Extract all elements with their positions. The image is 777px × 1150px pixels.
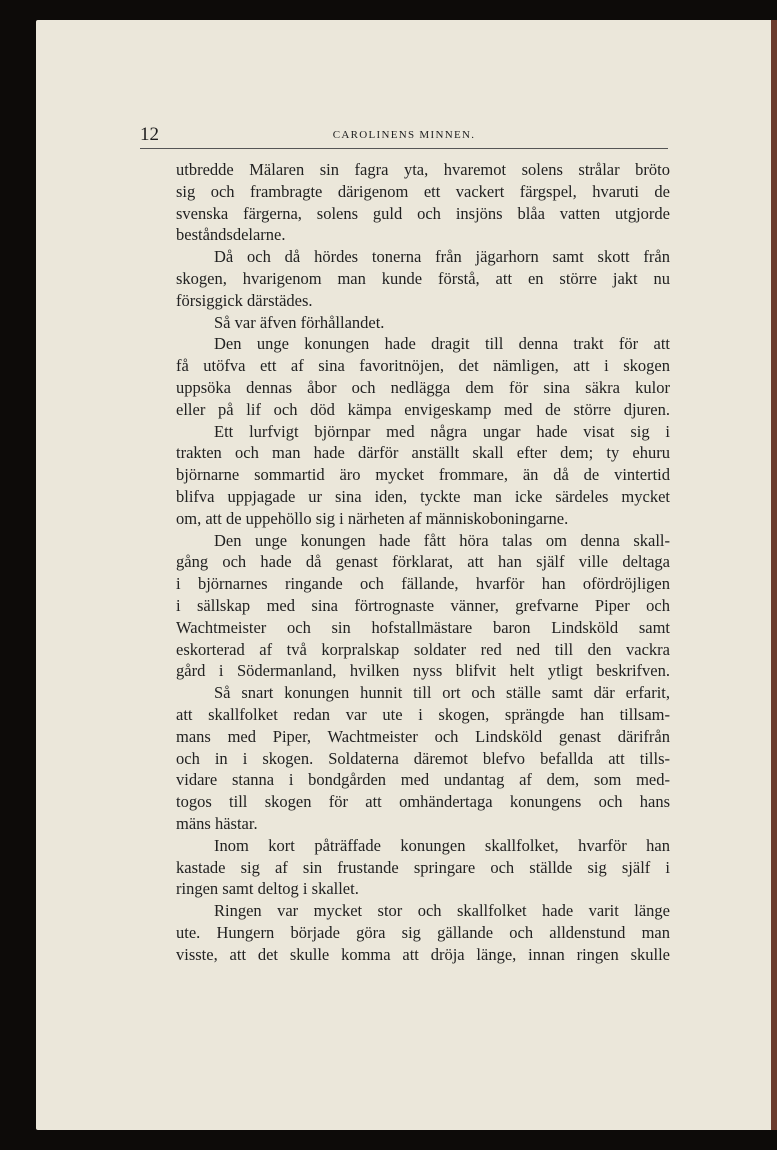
- page-header: [140, 122, 668, 149]
- text-line: vidare stanna i bondgården med undantag af dem, som med-: [176, 770, 670, 790]
- text-line: mäns hästar.: [176, 813, 258, 833]
- text-line: ringen samt deltog i skallet.: [176, 879, 359, 899]
- text-line: gård i Södermanland, hvilken nyss blifvit helt ytligt beskrifven.: [176, 661, 670, 681]
- text-line: Ett lurfvigt björnpar med några ungar hade visat sig i: [214, 421, 670, 441]
- text-line: blifva uppjagade ur sina iden, tyckte man icke särdeles mycket: [176, 486, 670, 506]
- page-number: 12: [140, 124, 159, 145]
- text-line: Wachtmeister och sin hofstallmästare baron Lindsköld samt: [176, 617, 670, 637]
- text-line: försiggick därstädes.: [176, 290, 313, 310]
- text-line: uppsöka dennas åbor och nedlägga dem för sina säkra kulor: [176, 377, 670, 397]
- text-line: kastade sig af sin frustande springare och ställde sig själf i: [176, 857, 670, 877]
- text-line: i sällskap med sina förtrognaste vänner, grefvarne Piper och: [176, 595, 670, 615]
- text-line: om, att de uppehöllo sig i närheten af människoboningarne.: [176, 508, 569, 528]
- text-line: eller på lif och död kämpa envigeskamp med de större djuren.: [176, 399, 670, 419]
- body-text: [176, 159, 670, 965]
- text-line: Så var äfven förhållandet.: [214, 312, 385, 332]
- text-line: Då och då hördes tonerna från jägarhorn samt skott från: [214, 247, 670, 267]
- text-line: Inom kort påträffade konungen skallfolket, hvarför han: [214, 835, 670, 855]
- text-line: utbredde Mälaren sin fagra yta, hvaremot solens strålar bröto: [176, 160, 670, 179]
- text-line: svenska färgerna, solens guld och insjöns blåa vatten utgjorde: [176, 203, 670, 223]
- text-line: sig och frambragte därigenom ett vackert färgspel, hvaruti de: [176, 181, 670, 201]
- book-cover-edge: [771, 20, 777, 1130]
- text-line: trakten och man hade därför anställt skall efter dem; ty ehuru: [176, 443, 670, 463]
- text-line: visste, att det skulle komma att dröja länge, innan ringen skulle: [176, 944, 670, 964]
- text-line: mans med Piper, Wachtmeister och Lindsköld genast därifrån: [176, 726, 670, 746]
- text-line: Så snart konungen hunnit till ort och ställe samt där erfarit,: [214, 683, 670, 703]
- text-line: eskorterad af två korpralskap soldater red ned till den vackra: [176, 639, 670, 659]
- text-line: Ringen var mycket stor och skallfolket hade varit länge: [214, 901, 670, 921]
- running-head: CAROLINENS MINNEN.: [332, 129, 476, 141]
- text-line: ute. Hungern började göra sig gällande och alldenstund man: [176, 922, 670, 942]
- text-line: och in i skogen. Soldaterna däremot blefvo befallda att tills-: [176, 748, 670, 768]
- text-line: Den unge konungen hade fått höra talas om denna skall-: [214, 530, 670, 550]
- text-line: i björnarnes ringande och fällande, hvarför han ofördröjligen: [176, 574, 670, 594]
- text-line: togos till skogen för att omhändertaga konungens och hans: [176, 792, 670, 812]
- text-line: Den unge konungen hade dragit till denna trakt för att: [214, 334, 670, 354]
- text-line: björnarne sommartid äro mycket frommare, än då de vintertid: [176, 465, 670, 485]
- text-line: få utöfva ett af sina favoritnöjen, det nämligen, att i skogen: [176, 356, 670, 376]
- text-line: gång och hade då genast förklarat, att han själf ville deltaga: [176, 552, 670, 572]
- text-line: skogen, hvarigenom man kunde förstå, att en större jakt nu: [176, 268, 670, 288]
- text-line: att skallfolket redan var ute i skogen, sprängde han tillsam-: [176, 704, 670, 724]
- text-line: beståndsdelarne.: [176, 225, 286, 245]
